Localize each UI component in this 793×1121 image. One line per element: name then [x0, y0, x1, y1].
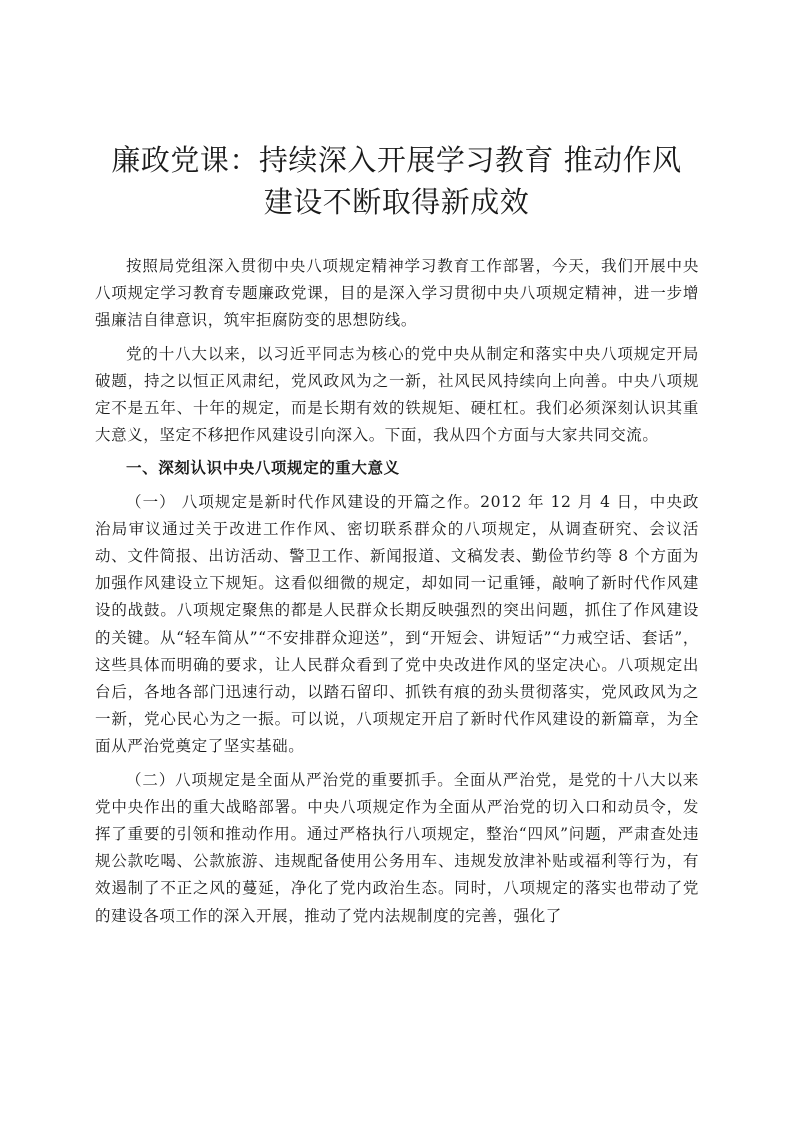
- section-heading-1: 一、深刻认识中央八项规定的重大意义: [126, 459, 400, 478]
- paragraph-point-1: （一） 八项规定是新时代作风建设的开篇之作。2012 年 12 月 4 日，中央政治局审议通过关于改进工作作风、密切联系群众的八项规定，从调查研究、会议活动、文件简报、出访活动、警卫工作、新闻报道、文稿发表、勤俭节约等 8 个方面为加强作风建设立下规矩。这看似细微的规定，却如同一记重锤，敲响了新时代作风建设的战鼓。八项规定聚焦的都是人民群众长期反映强烈的突出问题，抓住了作风建设的关键。从“轻车简从”“不安排群众迎送”，到“开短会、讲短话”“力戒空话、套话”，这些具体而明确的要求，让人民群众看到了党中央改进作风的坚定决心。八项规定出台后，各地各部门迅速行动，以踏石留印、抓铁有痕的劲头贯彻落实，党风政风为之一新，党心民心为之一振。可以说，八项规定开启了新时代作风建设的新篇章，为全面从严治党奠定了坚实基础。: [95, 492, 699, 756]
- document-title: 廉政党课：持续深入开展学习教育 推动作风建设不断取得新成效: [111, 143, 682, 219]
- paragraph-point-2: （二）八项规定是全面从严治党的重要抓手。全面从严治党，是党的十八大以来党中央作出的重大战略部署。中央八项规定作为全面从严治党的切入口和动员令，发挥了重要的引领和推动作用。通过严格执行八项规定，整治“四风”问题，严肃查处违规公款吃喝、公款旅游、违规配备使用公务用车、违规发放津补贴或福利等行为，有效遏制了不正之风的蔓延，净化了党内政治生态。同时，八项规定的落实也带动了党的建设各项工作的深入开展，推动了党内法规制度的完善，强化了: [95, 770, 699, 925]
- paragraph-background: 党的十八大以来，以习近平同志为核心的党中央从制定和落实中央八项规定开局破题，持之以恒正风肃纪，党风政风为之一新，社风民风持续向上向善。中央八项规定不是五年、十年的规定，而是长期有效的铁规矩、硬杠杠。我们必须深刻认识其重大意义，坚定不移把作风建设引向深入。下面，我从四个方面与大家共同交流。: [95, 344, 699, 445]
- document-body: [95, 253, 699, 936]
- paragraph-intro: 按照局党组深入贯彻中央八项规定精神学习教育工作部署，今天，我们开展中央八项规定学习教育专题廉政党课，目的是深入学习贯彻中央八项规定精神，进一步增强廉洁自律意识，筑牢拒腐防变的思想防线。: [95, 257, 699, 330]
